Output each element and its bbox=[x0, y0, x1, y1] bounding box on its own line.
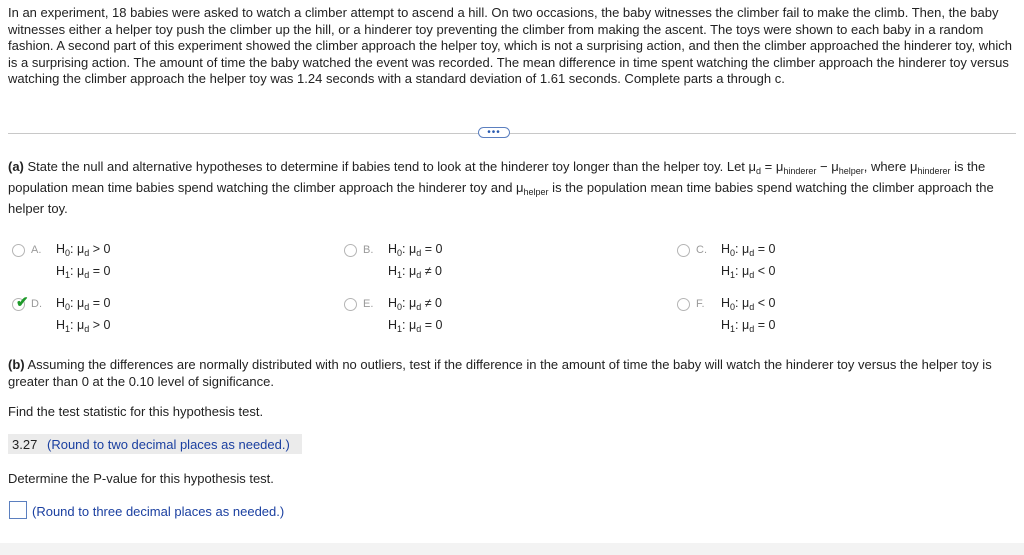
test-stat-prompt: Find the test statistic for this hypothesis test. bbox=[8, 404, 264, 419]
option-c-h0: $H_0$: $\mu_d = 0$ bbox=[721, 242, 776, 258]
option-d[interactable] bbox=[12, 296, 312, 336]
p-value-input[interactable] bbox=[9, 501, 27, 519]
option-a-letter: A. bbox=[31, 244, 42, 256]
option-b-letter: B. bbox=[363, 244, 374, 256]
option-f[interactable] bbox=[677, 296, 977, 336]
part-a-label: (a) bbox=[8, 159, 24, 174]
option-b-h0: $H_0$: $\mu_d = 0$ bbox=[388, 242, 443, 258]
option-e-letter: E. bbox=[363, 298, 374, 310]
part-a-question bbox=[8, 156, 1012, 219]
mu-hinderer-sub: hinderer bbox=[783, 166, 817, 176]
option-f-h1: $H_1$: $\mu_d = 0$ bbox=[721, 318, 776, 334]
mu-helper-sub: helper bbox=[838, 166, 864, 176]
option-f-letter: F. bbox=[696, 298, 705, 310]
part-b-question bbox=[8, 356, 1012, 390]
part-a-eq: = μ bbox=[761, 159, 784, 174]
test-stat-value: 3.27 bbox=[12, 437, 38, 452]
mu-hinderer-sub-2: hinderer bbox=[917, 166, 951, 176]
option-e-h0: $H_0$: $\mu_d \ne 0$ bbox=[388, 296, 442, 312]
option-c-h1: $H_1$: $\mu_d < 0$ bbox=[721, 264, 776, 280]
option-d-h1: $H_1$: $\mu_d > 0$ bbox=[56, 318, 111, 334]
part-b-label: (b) bbox=[8, 357, 25, 372]
option-d-h0: $H_0$: $\mu_d = 0$ bbox=[56, 296, 111, 312]
option-c[interactable] bbox=[677, 242, 977, 282]
mu-helper-sub-2: helper bbox=[523, 187, 549, 197]
mu-d-sub: d bbox=[756, 166, 762, 176]
part-a-text1: State the null and alternative hypotheses to determine if babies tend to look at the hinderer toy longer than the helper toy. Let μ bbox=[27, 159, 757, 174]
option-c-letter: C. bbox=[696, 244, 707, 256]
part-a-minus: − μ bbox=[816, 159, 839, 174]
part-b-text: Assuming the differences are normally distributed with no outliers, test if the difference in the amount of time the baby will watch the hinderer toy versus the helper toy is greater than 0 at the 0.10 level of significance. bbox=[8, 357, 992, 389]
option-a-radio[interactable] bbox=[12, 244, 25, 257]
option-b-radio[interactable] bbox=[344, 244, 357, 257]
p-value-hint: (Round to three decimal places as needed.) bbox=[32, 504, 285, 519]
footer-bar bbox=[0, 543, 1024, 555]
part-a-text3: is the population mean time babies spend watching the climber approach the helper toy. bbox=[8, 180, 994, 216]
option-a-h0: $H_0$: $\mu_d > 0$ bbox=[56, 242, 111, 258]
problem-statement: In an experiment, 18 babies were asked to watch a climber attempt to ascend a hill. On two occasions, the baby witnesses the climber fail to make the climb. Then, the baby witnesses either a helper toy push the climber up the hill, or a hinderer toy preventing the climber from making the ascent. The toys were shown to each baby in a random fashion. A second part of this experiment showed the climber approach the helper toy, which is not a surprising action, and then the climber approached the hinderer toy, which is a surprising action. The amount of time the baby watched the event was recorded. The mean difference in time spent watching the climber approach the hinderer toy versus watching the climber approach the helper toy was 1.24 seconds with a standard deviation of 1.61 seconds. Complete parts a through c. bbox=[8, 5, 1012, 87]
test-stat-answer bbox=[8, 434, 302, 454]
option-a-h1: $H_1$: $\mu_d = 0$ bbox=[56, 264, 111, 280]
option-a[interactable] bbox=[12, 242, 312, 282]
correct-checkmark-icon: ✔ bbox=[16, 294, 29, 311]
test-stat-hint: (Round to two decimal places as needed.) bbox=[47, 437, 290, 452]
option-b-h1: $H_1$: $\mu_d \ne 0$ bbox=[388, 264, 442, 280]
section-divider bbox=[8, 133, 1016, 134]
option-c-radio[interactable] bbox=[677, 244, 690, 257]
expand-more-button[interactable]: ••• bbox=[478, 127, 510, 138]
option-e-radio[interactable] bbox=[344, 298, 357, 311]
part-a-text2: is the population mean time babies spend watching the climber approach the hinderer toy and μ bbox=[8, 159, 986, 195]
option-b[interactable] bbox=[344, 242, 644, 282]
p-value-prompt: Determine the P-value for this hypothesis test. bbox=[8, 471, 274, 486]
option-d-letter: D. bbox=[31, 298, 42, 310]
option-e[interactable] bbox=[344, 296, 644, 336]
option-f-radio[interactable] bbox=[677, 298, 690, 311]
option-f-h0: $H_0$: $\mu_d < 0$ bbox=[721, 296, 776, 312]
option-e-h1: $H_1$: $\mu_d = 0$ bbox=[388, 318, 443, 334]
part-a-where: , where μ bbox=[863, 159, 918, 174]
